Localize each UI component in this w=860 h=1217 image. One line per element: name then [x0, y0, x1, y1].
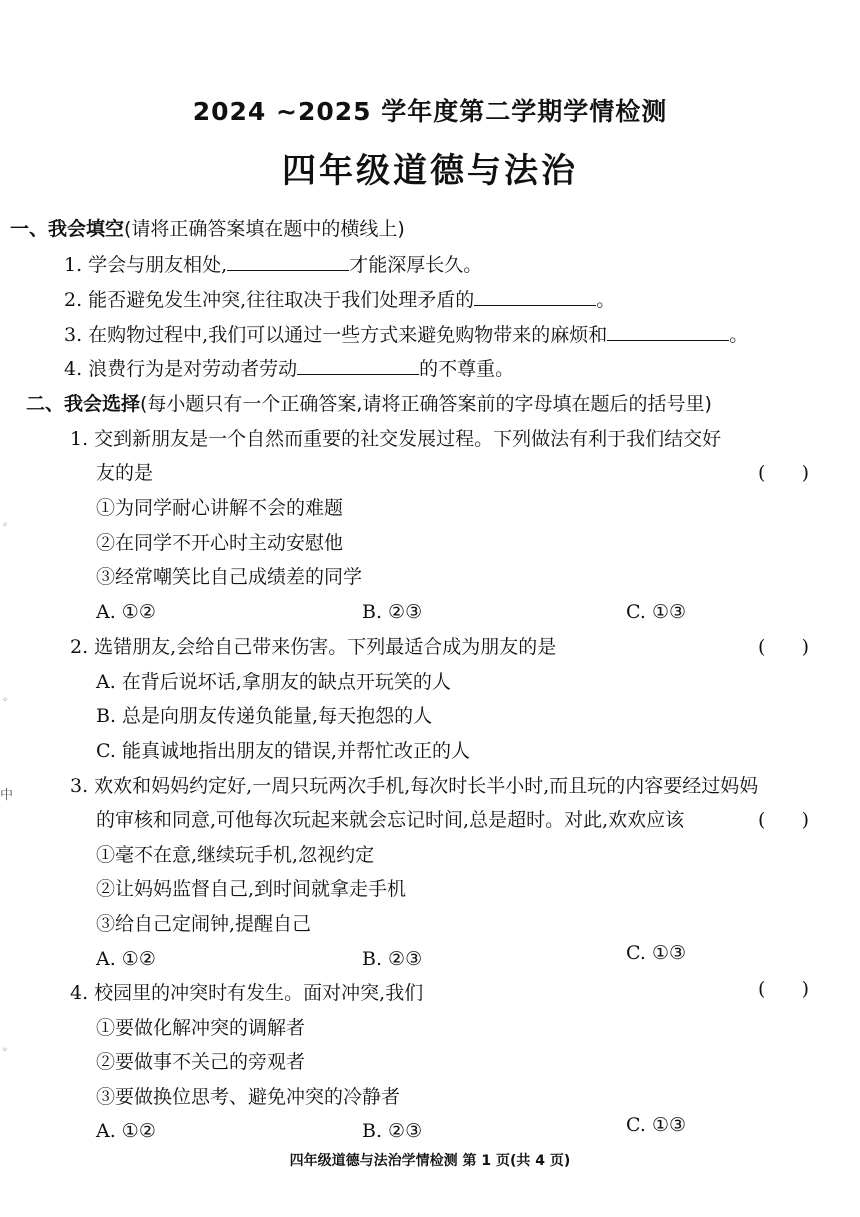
- choice-q3-option-b[interactable]: B. ②③: [362, 948, 423, 970]
- choice-q4-item-2: ②要做事不关己的旁观者: [96, 1051, 306, 1073]
- choice-q4-stem-line1: 4. 校园里的冲突时有发生。面对冲突,我们: [70, 982, 424, 1004]
- choice-q2-option-c[interactable]: C. 能真诚地指出朋友的错误,并帮忙改正的人: [96, 740, 470, 762]
- section2-header: [26, 391, 712, 417]
- fill-question-1: [64, 252, 482, 278]
- section2-instruction: (每小题只有一个正确答案,请将正确答案前的字母填在题后的括号里): [140, 393, 712, 415]
- fill-q1-text: 1. 学会与朋友相处,: [64, 254, 228, 276]
- margin-dot: ◦: [2, 1045, 8, 1056]
- choice-q1-answer-paren[interactable]: ( ): [758, 462, 810, 484]
- choice-q1-item-3: ③经常嘲笑比自己成绩差的同学: [96, 566, 363, 588]
- margin-dot: ◦: [2, 695, 8, 706]
- fill-question-3: [64, 322, 748, 348]
- fill-q2-text-after: 。: [596, 289, 616, 311]
- fill-question-4: [64, 356, 514, 382]
- choice-q4-item-3: ③要做换位思考、避免冲突的冷静者: [96, 1086, 401, 1108]
- fill-q4-text-after: 的不尊重。: [419, 358, 515, 380]
- fill-q4-blank[interactable]: [297, 356, 419, 375]
- choice-q2-option-b[interactable]: B. 总是向朋友传递负能量,每天抱怨的人: [96, 705, 433, 727]
- fill-q3-text-after: 。: [729, 324, 749, 346]
- fill-q3-blank[interactable]: [607, 322, 729, 341]
- fill-question-2: [64, 287, 615, 313]
- choice-q1-option-b[interactable]: B. ②③: [362, 601, 423, 623]
- choice-q4-item-1: ①要做化解冲突的调解者: [96, 1017, 306, 1039]
- choice-q3-stem-line1: 3. 欢欢和妈妈约定好,一周只玩两次手机,每次时长半小时,而且玩的内容要经过妈妈: [70, 775, 759, 797]
- choice-q2-stem-line1: 2. 选错朋友,会给自己带来伤害。下列最适合成为朋友的是: [70, 636, 557, 658]
- choice-q1-option-c[interactable]: C. ①③: [626, 601, 687, 623]
- choice-q2-answer-paren[interactable]: ( ): [758, 636, 810, 658]
- choice-q1-item-1: ①为同学耐心讲解不会的难题: [96, 497, 344, 519]
- choice-q3-option-a[interactable]: A. ①②: [96, 948, 156, 970]
- choice-q1-stem-line1: 1. 交到新朋友是一个自然而重要的社交发展过程。下列做法有利于我们结交好: [70, 428, 722, 450]
- choice-q4-answer-paren[interactable]: ( ): [758, 978, 810, 1000]
- fill-q4-text: 4. 浪费行为是对劳动者劳动: [64, 358, 298, 380]
- choice-q1-item-2: ②在同学不开心时主动安慰他: [96, 532, 344, 554]
- exam-subject-title: 四年级道德与法治: [282, 151, 578, 191]
- fill-q3-text: 3. 在购物过程中,我们可以通过一些方式来避免购物带来的麻烦和: [64, 324, 608, 346]
- choice-q1-stem-line2: 友的是: [96, 462, 154, 484]
- choice-q3-stem-line2: 的审核和同意,可他每次玩起来就会忘记时间,总是超时。对此,欢欢应该: [96, 809, 685, 831]
- choice-q4-option-c[interactable]: C. ①③: [626, 1114, 687, 1136]
- choice-q3-item-3: ③给自己定闹钟,提醒自己: [96, 913, 312, 935]
- fill-q2-text: 2. 能否避免发生冲突,往往取决于我们处理矛盾的: [64, 289, 475, 311]
- section2-heading: 二、我会选择: [26, 393, 141, 415]
- section1-header: [10, 216, 405, 242]
- choice-q1-option-a[interactable]: A. ①②: [96, 601, 156, 623]
- margin-mark: 中: [0, 788, 14, 803]
- section1-instruction: (请将正确答案填在题中的横线上): [124, 218, 405, 240]
- margin-dot: ◦: [2, 520, 8, 531]
- fill-q1-text-after: 才能深厚长久。: [349, 254, 483, 276]
- choice-q3-option-c[interactable]: C. ①③: [626, 942, 687, 964]
- choice-q3-answer-paren[interactable]: ( ): [758, 809, 810, 831]
- section1-heading: 一、我会填空: [10, 218, 125, 240]
- fill-q1-blank[interactable]: [227, 252, 349, 271]
- choice-q3-item-2: ②让妈妈监督自己,到时间就拿走手机: [96, 878, 407, 900]
- page-footer: 四年级道德与法治学情检测 第 1 页(共 4 页): [289, 1153, 571, 1169]
- choice-q4-option-a[interactable]: A. ①②: [96, 1120, 156, 1142]
- choice-q3-item-1: ①毫不在意,继续玩手机,忽视约定: [96, 844, 375, 866]
- fill-q2-blank[interactable]: [474, 287, 596, 306]
- exam-year-title: 2024 ~2025 学年度第二学期学情检测: [192, 97, 668, 126]
- choice-q4-option-b[interactable]: B. ②③: [362, 1120, 423, 1142]
- choice-q2-option-a[interactable]: A. 在背后说坏话,拿朋友的缺点开玩笑的人: [96, 671, 451, 693]
